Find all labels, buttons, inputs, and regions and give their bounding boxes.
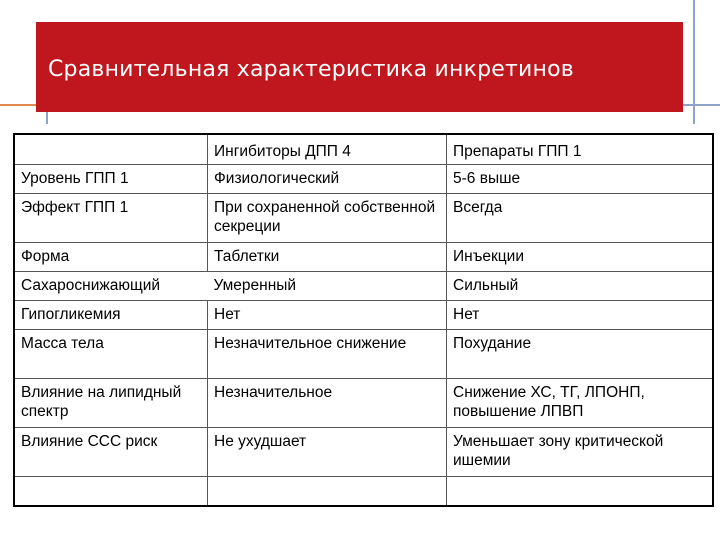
decorative-line-left: [0, 104, 36, 106]
cell-dpp4: Умеренный: [208, 272, 447, 301]
table-row: [14, 330, 713, 379]
cell-glp1: Всегда: [447, 194, 714, 243]
cell-glp1: [447, 477, 714, 506]
decorative-line-vertical: [46, 112, 48, 124]
row-label: Гипогликемия: [14, 301, 208, 330]
table-row: [14, 194, 713, 243]
cell-dpp4: Незначительное: [208, 379, 447, 428]
table-row: [14, 301, 713, 330]
table-row: [14, 272, 713, 301]
cell-glp1: Похудание: [447, 330, 714, 379]
row-label: Форма: [14, 243, 208, 272]
table-row: [14, 243, 713, 272]
table-row: [14, 165, 713, 194]
cell-dpp4: Незначительное снижение: [208, 330, 447, 379]
slide-title: Сравнительная характеристика инкретинов: [48, 57, 574, 82]
row-label: Уровень ГПП 1: [14, 165, 208, 194]
cell-glp1: Сильный: [447, 272, 714, 301]
cell-dpp4: [208, 477, 447, 506]
header-cell-glp1: Препараты ГПП 1: [447, 134, 714, 165]
decorative-line-vertical-right: [693, 0, 695, 124]
cell-dpp4: Физиологический: [208, 165, 447, 194]
row-label: Масса тела: [14, 330, 208, 379]
cell-dpp4: Таблетки: [208, 243, 447, 272]
row-label: Сахароснижающий: [14, 272, 208, 301]
table-header-row: [14, 134, 713, 165]
row-label: Эффект ГПП 1: [14, 194, 208, 243]
header-cell-dpp4: Ингибиторы ДПП 4: [208, 134, 447, 165]
row-label: Влияние ССС риск: [14, 428, 208, 477]
row-label: [14, 477, 208, 506]
cell-glp1: Нет: [447, 301, 714, 330]
table-row: [14, 379, 713, 428]
cell-glp1: Снижение ХС, ТГ, ЛПОНП, повышение ЛПВП: [447, 379, 714, 428]
cell-glp1: Инъекции: [447, 243, 714, 272]
cell-glp1: Уменьшает зону критической ишемии: [447, 428, 714, 477]
cell-dpp4: При сохраненной собственной секреции: [208, 194, 447, 243]
decorative-line-right: [683, 104, 720, 106]
header-cell-empty: [14, 134, 208, 165]
title-bar: [36, 22, 683, 112]
cell-dpp4: Не ухудшает: [208, 428, 447, 477]
comparison-table: [13, 133, 714, 507]
cell-glp1: 5-6 выше: [447, 165, 714, 194]
table-row: [14, 428, 713, 477]
table-row-empty: [14, 477, 713, 506]
cell-dpp4: Нет: [208, 301, 447, 330]
row-label: Влияние на липидный спектр: [14, 379, 208, 428]
